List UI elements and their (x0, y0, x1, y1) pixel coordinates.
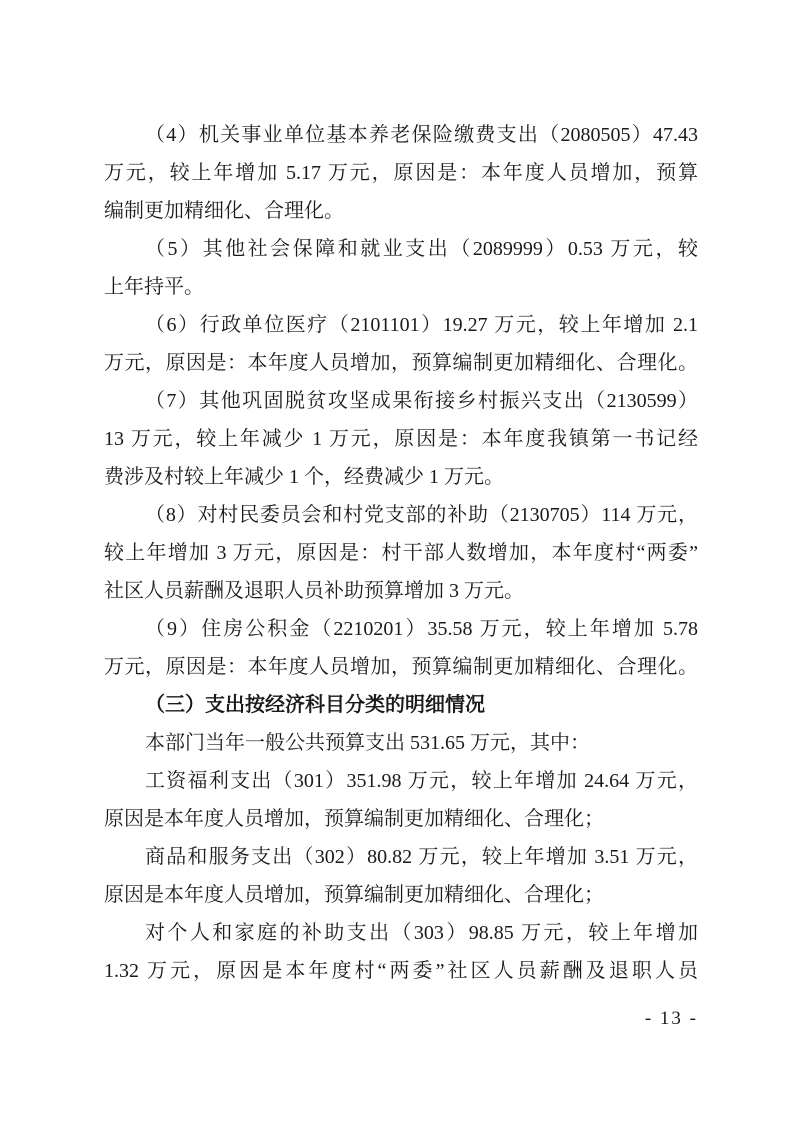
text-line: 工资福利支出（301）351.98 万元，较上年增加 24.64 万元， (145, 770, 698, 792)
text-line: 万元，原因是：本年度人员增加，预算编制更加精细化、合理化。 (104, 656, 698, 678)
text-line: 本部门当年一般公共预算支出 531.65 万元，其中： (145, 732, 590, 754)
text-line: （4）机关事业单位基本养老保险缴费支出（2080505）47.43 (145, 124, 698, 146)
page-number: - 13 - (644, 1008, 698, 1029)
text-line: （6）行政单位医疗（2101101）19.27 万元，较上年增加 2.1 (145, 314, 698, 336)
text-line: （8）对村民委员会和村党支部的补助（2130705）114 万元， (145, 504, 698, 526)
text-line: 上年持平。 (104, 276, 204, 298)
text-line: 原因是本年度人员增加，预算编制更加精细化、合理化； (104, 884, 604, 906)
text-line: 对个人和家庭的补助支出（303）98.85 万元，较上年增加 (145, 922, 698, 944)
text-line: 1.32 万元，原因是本年度村“两委”社区人员薪酬及退职人员 (104, 960, 698, 982)
text-line: 商品和服务支出（302）80.82 万元，较上年增加 3.51 万元， (145, 846, 698, 868)
page-footer (104, 1000, 698, 1038)
text-line: 万元，较上年增加 5.17 万元，原因是：本年度人员增加，预算 (104, 162, 698, 184)
text-line: （7）其他巩固脱贫攻坚成果衔接乡村振兴支出（2130599） (145, 390, 698, 412)
text-line: 社区人员薪酬及退职人员补助预算增加 3 万元。 (104, 580, 524, 602)
text-line: （9）住房公积金（2210201）35.58 万元，较上年增加 5.78 (145, 618, 698, 640)
text-line: 13 万元，较上年减少 1 万元，原因是：本年度我镇第一书记经 (104, 428, 698, 450)
text-line: 较上年增加 3 万元，原因是：村干部人数增加，本年度村“两委” (104, 542, 698, 564)
text-line: 编制更加精细化、合理化。 (104, 200, 344, 222)
text-line: （5）其他社会保障和就业支出（2089999）0.53 万元，较 (145, 238, 698, 260)
text-line: 费涉及村较上年减少 1 个，经费减少 1 万元。 (104, 466, 504, 488)
text-line: 原因是本年度人员增加，预算编制更加精细化、合理化； (104, 808, 604, 830)
document-body (104, 116, 698, 990)
text-line: 万元，原因是：本年度人员增加，预算编制更加精细化、合理化。 (104, 352, 698, 374)
text-line: （三）支出按经济科目分类的明细情况 (145, 694, 485, 716)
